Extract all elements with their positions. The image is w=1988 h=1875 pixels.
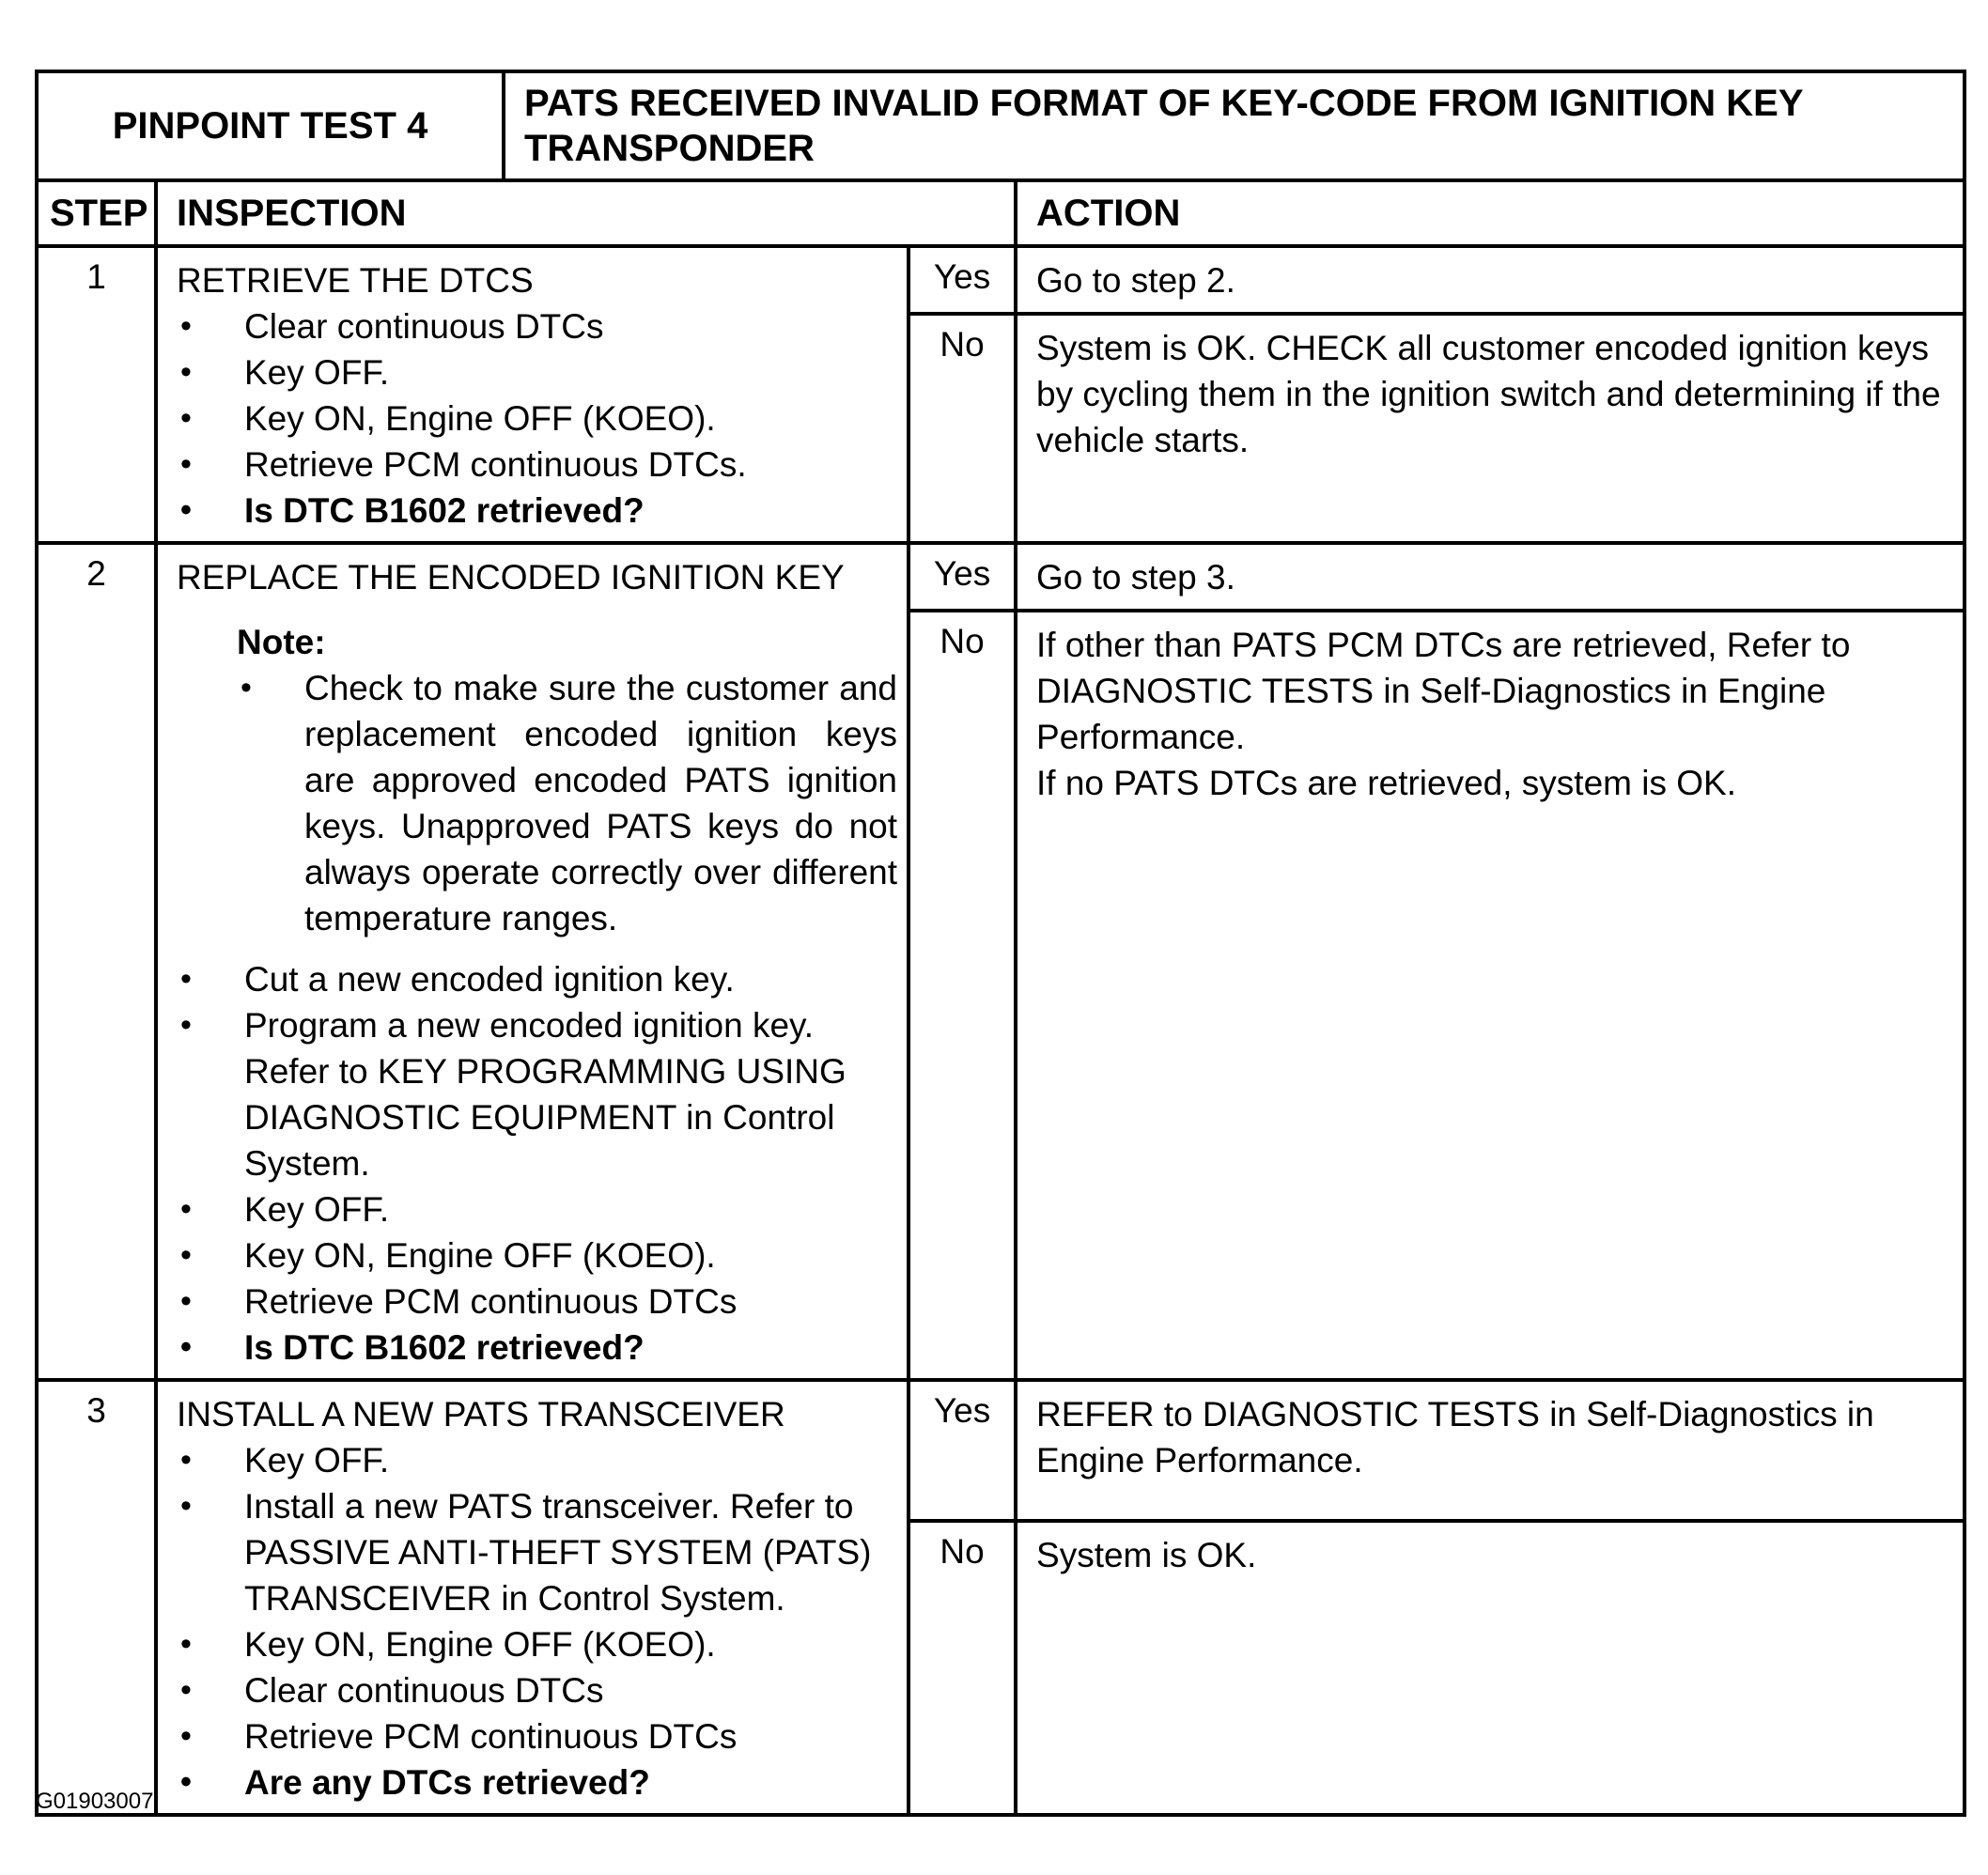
step-2-yes-action: Go to step 3. (1016, 543, 1965, 611)
step-3-no-label: No (909, 1521, 1016, 1815)
step-2-bullet: • Program a new encoded ignition key. Refer to KEY PROGRAMMING USING DIAGNOSTIC EQUIPMENT in Control System. (177, 1002, 897, 1186)
step-3-bullet: • Retrieve PCM continuous DTCs (177, 1713, 897, 1759)
step-2-yes-label: Yes (909, 543, 1016, 611)
step-3-yes-label: Yes (909, 1380, 1016, 1521)
step-3-number: 3 (37, 1380, 156, 1815)
step-3-yes-action: REFER to DIAGNOSTIC TESTS in Self-Diagnostics in Engine Performance. (1016, 1380, 1965, 1521)
step-2-note-title: Note: (237, 623, 326, 661)
step-2-bullets (177, 956, 897, 1371)
step-2-no-label: No (909, 611, 1016, 1380)
step-1-no-label: No (909, 314, 1016, 543)
step-3-question: • Are any DTCs retrieved? (177, 1759, 897, 1805)
step-3-bullet: • Install a new PATS transceiver. Refer to PASSIVE ANTI-THEFT SYSTEM (PATS) TRANSCEIVER in Control System. (177, 1483, 897, 1621)
step-column-header: STEP (37, 180, 156, 246)
step-1-bullet: • Clear continuous DTCs (177, 303, 897, 349)
pinpoint-test-table (35, 70, 1966, 1817)
step-2-note-list (237, 665, 897, 941)
step-2-bullet: • Key OFF. (177, 1186, 897, 1232)
step-2-title: REPLACE THE ENCODED IGNITION KEY (177, 558, 845, 597)
step-1-number: 1 (37, 246, 156, 543)
step-1-yes-action: Go to step 2. (1016, 246, 1965, 314)
step-1-bullet: • Key OFF. (177, 349, 897, 395)
pinpoint-test-sheet (35, 70, 1963, 1817)
step-2-yes-row (37, 543, 1965, 611)
step-2-question: • Is DTC B1602 retrieved? (177, 1325, 897, 1371)
test-label: PINPOINT TEST 4 (37, 71, 504, 180)
step-1-inspection (156, 246, 909, 543)
step-1-bullet: • Retrieve PCM continuous DTCs. (177, 442, 897, 488)
step-2-number: 2 (37, 543, 156, 1380)
step-3-bullet: • Key ON, Engine OFF (KOEO). (177, 1621, 897, 1667)
inspection-column-header: INSPECTION (156, 180, 1016, 246)
test-title-line1: PATS RECEIVED INVALID FORMAT OF KEY-CODE FROM IGNITION KEY (524, 83, 1804, 124)
step-3-bullet: • Key OFF. (177, 1437, 897, 1483)
step-1-title: RETRIEVE THE DTCS (177, 261, 534, 300)
test-header-row (37, 71, 1965, 180)
step-1-bullets (177, 303, 897, 534)
step-1-question: • Is DTC B1602 retrieved? (177, 488, 897, 534)
step-2-note-text: • Check to make sure the customer and replacement encoded ignition keys are approved encoded PATS ignition keys. Unapproved PATS keys do not always operate correctly over different temperature ranges. (237, 665, 897, 941)
action-column-header: ACTION (1016, 180, 1965, 246)
step-2-no-action-line1: If other than PATS PCM DTCs are retrieved, Refer to DIAGNOSTIC TESTS in Self-Diagnostics in Engine Performance. (1036, 626, 1851, 756)
step-3-bullets (177, 1437, 897, 1805)
step-2-bullet: • Cut a new encoded ignition key. (177, 956, 897, 1002)
step-2-inspection (156, 543, 909, 1380)
step-3-no-action: System is OK. (1016, 1521, 1965, 1815)
step-2-no-action (1016, 611, 1965, 1380)
step-3-bullet: • Clear continuous DTCs (177, 1667, 897, 1713)
test-title (504, 71, 1965, 180)
step-1-no-action: System is OK. CHECK all customer encoded ignition keys by cycling them in the ignition switch and determining if the vehicle starts. (1016, 314, 1965, 543)
step-3-title: INSTALL A NEW PATS TRANSCEIVER (177, 1395, 785, 1433)
step-3-yes-row (37, 1380, 1965, 1521)
test-title-line2: TRANSPONDER (524, 128, 815, 169)
step-1-yes-label: Yes (909, 246, 1016, 314)
figure-id: G01903007 (36, 1789, 154, 1814)
step-1-yes-row (37, 246, 1965, 314)
step-2-note (237, 619, 897, 941)
step-2-no-action-line2: If no PATS DTCs are retrieved, system is OK. (1036, 764, 1737, 802)
step-2-bullet: • Retrieve PCM continuous DTCs (177, 1278, 897, 1325)
step-2-bullet: • Key ON, Engine OFF (KOEO). (177, 1232, 897, 1278)
step-3-inspection (156, 1380, 909, 1815)
column-header-row (37, 180, 1965, 246)
step-1-bullet: • Key ON, Engine OFF (KOEO). (177, 395, 897, 442)
